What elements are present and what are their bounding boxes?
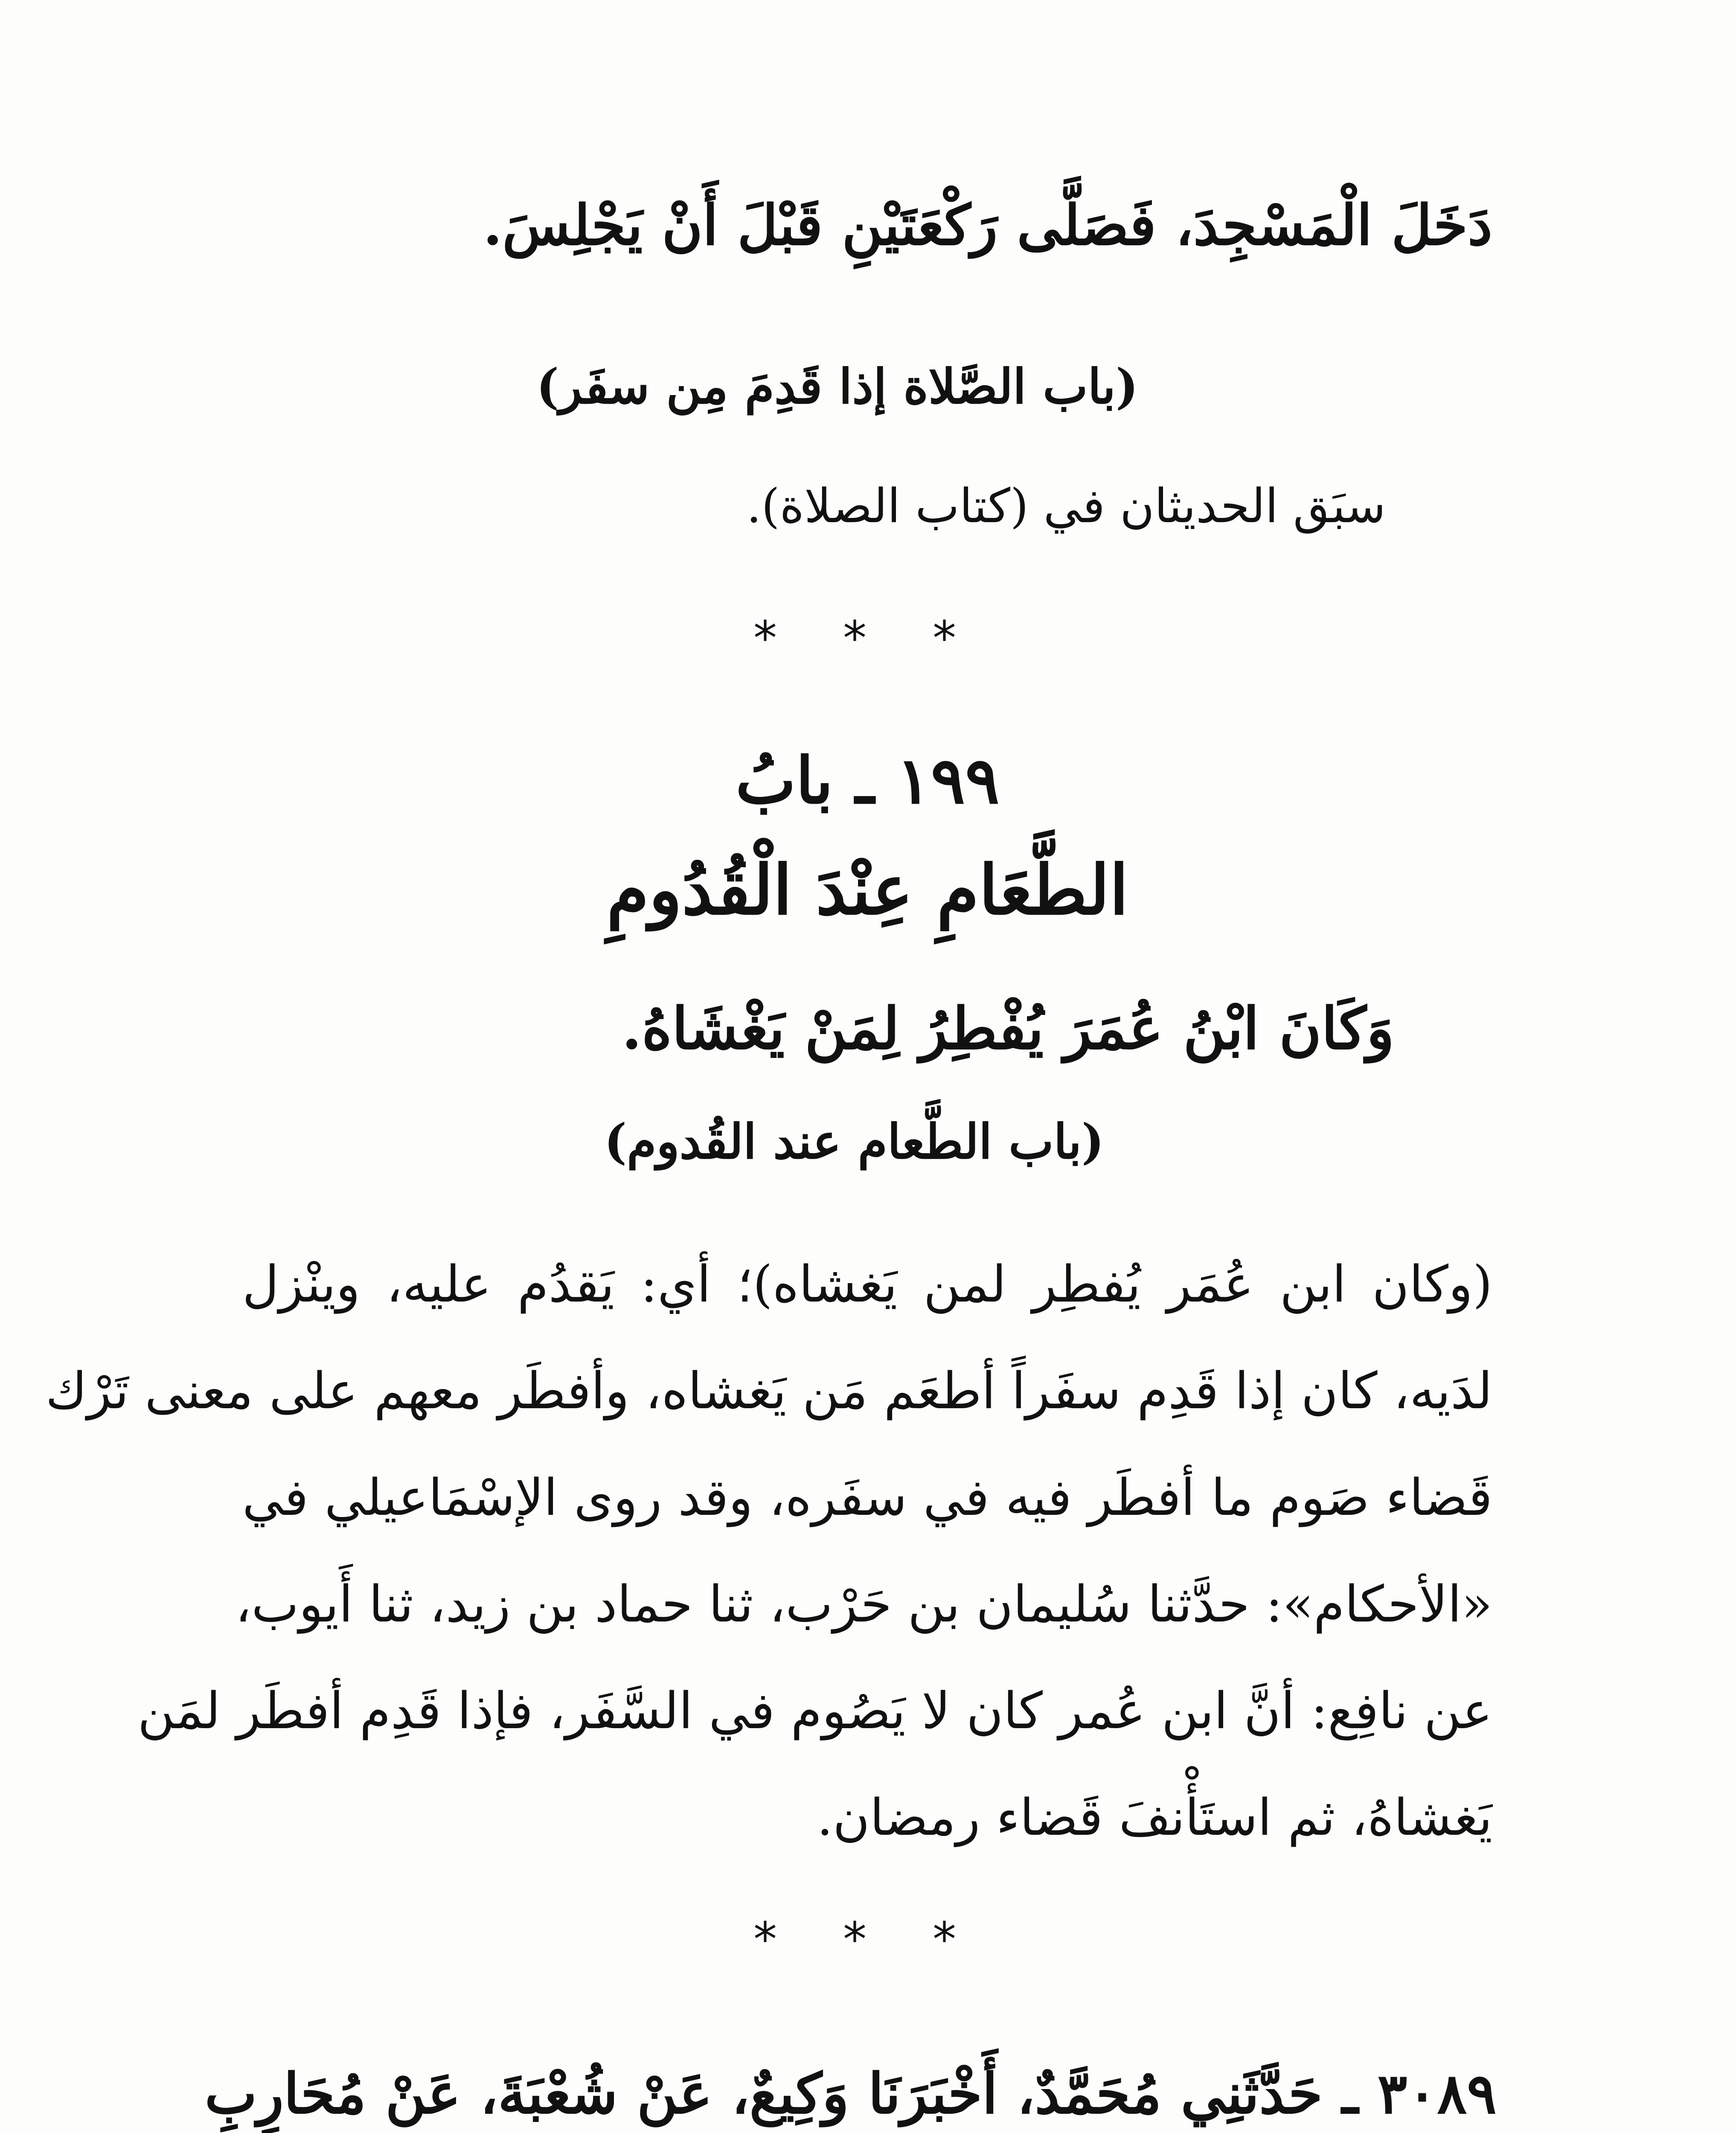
- separator-stars: * * *: [754, 611, 982, 665]
- commentary-line: (وكان ابن عُمَر يُفطِر لمن يَغشاه)؛ أي: يَقدُم عليه، وينْزل: [243, 1255, 1493, 1314]
- separator-stars: * * *: [754, 1912, 982, 1967]
- chapter-number-heading: ١٩٩ ـ بابُ: [736, 743, 1000, 818]
- commentary-line: قَضاء صَوم ما أفطَر فيه في سفَره، وقد روى الإسْمَاعيلي في: [243, 1468, 1493, 1527]
- chapter-athar-text: وَكَانَ ابْنُ عُمَرَ يُفْطِرُ لِمَنْ يَغْشَاهُ.: [622, 994, 1395, 1062]
- hadith-line: ٣٠٨٩ ـ حَدَّثَنِي مُحَمَّدٌ، أَخْبَرَنَا وَكِيعٌ، عَنْ شُعْبَةَ، عَنْ مُحَارِبِ: [205, 2061, 1497, 2126]
- section-heading-prayer-on-return: (باب الصَّلاة إذا قَدِمَ مِن سفَر): [537, 359, 1139, 415]
- section-note-text: سبَق الحديثان في (كتاب الصلاة).: [747, 479, 1386, 533]
- commentary-line: عن نافِع: أنَّ ابن عُمر كان لا يَصُوم في السَّفَر، فإذا قَدِم أفطَر لمَن: [138, 1681, 1493, 1740]
- chapter-title: الطَّعَامِ عِنْدَ الْقُدُومِ: [607, 850, 1129, 930]
- top-continuation-text: دَخَلَ الْمَسْجِدَ، فَصَلَّى رَكْعَتَيْنِ قَبْلَ أَنْ يَجْلِسَ.: [483, 192, 1493, 258]
- commentary-line: لدَيه، كان إذا قَدِم سفَراً أطعَم مَن يَغشاه، وأفطَر معهم على معنى تَرْك: [46, 1361, 1493, 1420]
- commentary-heading: (باب الطَّعام عند القُدوم): [605, 1114, 1105, 1170]
- commentary-line: يَغشاهُ، ثم استَأْنفَ قَضاء رمضان.: [817, 1788, 1493, 1847]
- commentary-line: «الأحكام»: حدَّثنا سُليمان بن حَرْب، ثنا حماد بن زيد، ثنا أَيوب،: [236, 1575, 1493, 1633]
